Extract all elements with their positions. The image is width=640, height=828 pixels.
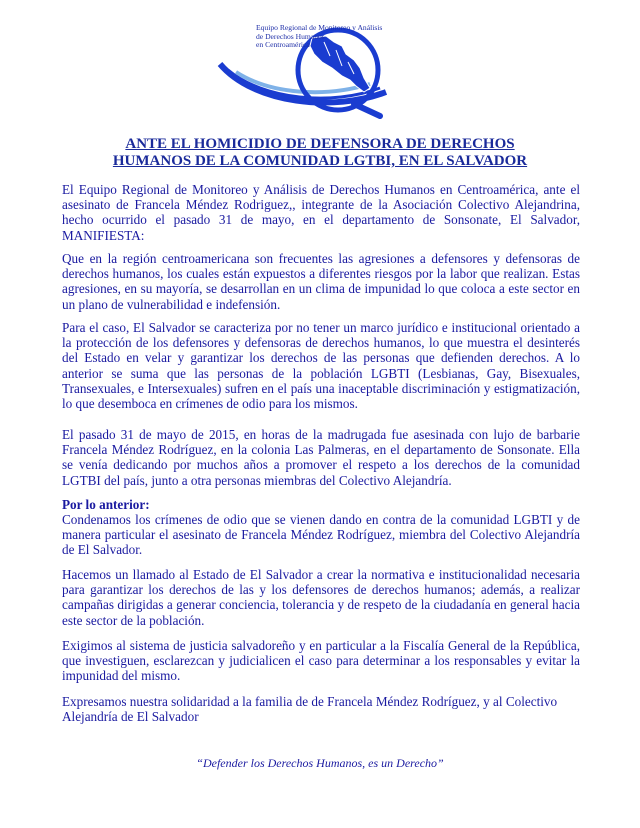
title-line-2: HUMANOS DE LA COMUNIDAD LGTBI, EN EL SALVADOR [112, 153, 528, 169]
paragraph-llamado: Hacemos un llamado al Estado de El Salvador a crear la normativa e institucionalidad necesaria para garantizar los derechos de las y los defensores de derechos humanos; además, a realizar campañas dirigidas a generar conciencia, tolerancia y de respeto de la ciudadanía en general hacia este sector de la población. [62, 567, 580, 628]
title-line-1: ANTE EL HOMICIDIO DE DEFENSORA DE DERECHOS [125, 136, 515, 152]
paragraph-agresiones: Que en la región centroamericana son frecuentes las agresiones a defensores y defensoras de derechos humanos, los cuales están expuestos a diferentes riesgos por la labor que realizan. Estas agresiones, en su mayoría, se desarrollan en un clima de impunidad lo que coloca a este sector en un plano de vulnerabilidad e indefensión. [62, 251, 580, 312]
document-title [95, 136, 545, 170]
logo-q-tail [354, 104, 380, 116]
section-heading: Por lo anterior: [62, 497, 150, 512]
intro-paragraph: El Equipo Regional de Monitoreo y Análisis de Derechos Humanos en Centroamérica, ante el asesinato de Francela Méndez Rodriguez,, integrante de la Asociación Colectivo Alejandrina, hecho ocurrido el pasado 31 de mayo, en el departamento de Sonsonate, El Salvador, MANIFIESTA: [62, 182, 580, 243]
closing-motto: “Defender los Derechos Humanos, es un Derecho” [196, 756, 444, 770]
logo-line-1: Equipo Regional de Monitoreo y Análisis [256, 23, 383, 32]
paragraph-solidaridad: Expresamos nuestra solidaridad a la familia de de Francela Méndez Rodríguez, y al Colectivo Alejandría de El Salvador [62, 694, 558, 725]
paragraph-asesinato: El pasado 31 de mayo de 2015, en horas de la madrugada fue asesinada con lujo de barbarie Francela Méndez Rodríguez, en la colonia Las Palmeras, en el departamento de Sonsonate. Ella se venía dedicando por muchos años a promover el respeto a los derechos de la comunidad LGTBI del país, junto a otra personas miembras del Colectivo Alejandría. [62, 427, 580, 488]
paragraph-condenamos: Condenamos los crímenes de odio que se vienen dando en contra de la comunidad LGBTI y de manera particular el asesinato de Francela Méndez Rodríguez, miembra del Colectivo Alejandría de El Salvador. [62, 512, 580, 558]
paragraph-el-salvador: Para el caso, El Salvador se caracteriza por no tener un marco jurídico e institucional orientado a la protección de los defensores y defensoras de derechos humanos, lo que muestra el desinterés del Estado en velar y garantizar los derechos de las personas que defienden derechos. A lo anterior se suma que las personas de la población LGBTI (Lesbianas, Gay, Bisexuales, Transexuales, e Intersexuales) sufren en el país una inaceptable discriminación y estigmatización, lo que desemboca en crímenes de odio para los mismos. [62, 320, 580, 412]
logo-line-2: de Derechos Humanos [256, 31, 325, 41]
logo-line-3: en Centroamérica [256, 40, 310, 50]
paragraph-exigimos: Exigimos al sistema de justicia salvadoreño y en particular a la Fiscalía General de la República, que investiguen, esclarezcan y judicialicen el caso para determinar a los responsables y evitar la impunidad del mismo. [62, 638, 580, 684]
logo-text [256, 24, 426, 50]
